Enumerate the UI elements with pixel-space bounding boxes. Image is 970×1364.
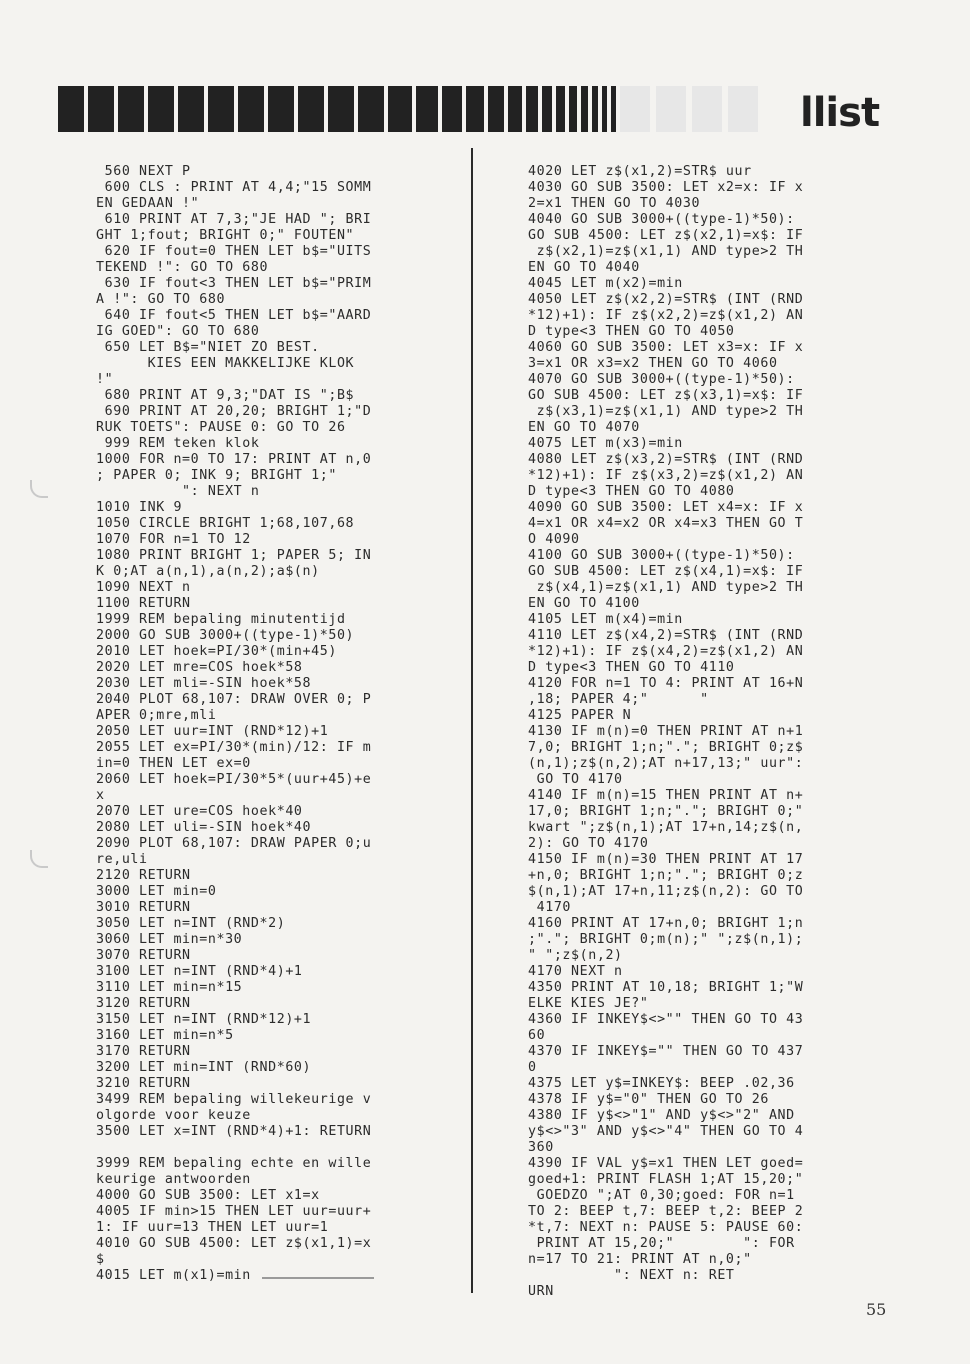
- code-line: GHT 1;fout; BRIGHT 0;" FOUTEN": [96, 228, 355, 243]
- code-line: " ";z$(n,2): [528, 948, 623, 963]
- code-line: olgorde voor keuze: [96, 1108, 251, 1123]
- code-line: 1080 PRINT BRIGHT 1; PAPER 5; IN: [96, 548, 372, 563]
- code-line: 650 LET B$="NIET ZO BEST.: [96, 340, 320, 355]
- code-line: 2020 LET mre=COS hoek*58: [96, 660, 303, 675]
- header-stripe-block: [488, 86, 504, 132]
- code-line: ": NEXT n: RET: [528, 1268, 735, 1283]
- code-line: EN GO TO 4070: [528, 420, 640, 435]
- code-line: 690 PRINT AT 20,20; BRIGHT 1;"D: [96, 404, 372, 419]
- code-line: 4040 GO SUB 3000+((type-1)*50):: [528, 212, 795, 227]
- code-line: EN GEDAAN !": [96, 196, 200, 211]
- code-line: 4070 GO SUB 3000+((type-1)*50):: [528, 372, 795, 387]
- header-stripe-ghost: [728, 86, 758, 132]
- code-line: 4150 IF m(n)=30 THEN PRINT AT 17: [528, 852, 804, 867]
- code-line: 1090 NEXT n: [96, 580, 191, 595]
- code-line: K 0;AT a(n,1),a(n,2);a$(n): [96, 564, 320, 579]
- code-line: EN GO TO 4100: [528, 596, 640, 611]
- header-stripe-block: [268, 86, 294, 132]
- code-line: 4375 LET y$=INKEY$: BEEP .02,36: [528, 1076, 795, 1091]
- code-line: 3010 RETURN: [96, 900, 191, 915]
- code-line: 3110 LET min=n*15: [96, 980, 243, 995]
- code-line: 4015 LET m(x1)=min: [96, 1268, 251, 1283]
- code-line: 4140 IF m(n)=15 THEN PRINT AT n+: [528, 788, 804, 803]
- header-stripe-block: [611, 86, 616, 132]
- code-line: 4100 GO SUB 3000+((type-1)*50):: [528, 548, 795, 563]
- code-line: in=0 THEN LET ex=0: [96, 756, 251, 771]
- code-line: 4360 IF INKEY$<>"" THEN GO TO 43: [528, 1012, 804, 1027]
- code-line: 4378 IF y$="0" THEN GO TO 26: [528, 1092, 769, 1107]
- code-line: *t,7: NEXT n: PAUSE 5: PAUSE 60:: [528, 1220, 804, 1235]
- code-line: 0: [528, 1060, 537, 1075]
- code-line: 680 PRINT AT 9,3;"DAT IS ";B$: [96, 388, 355, 403]
- code-line: 4005 IF min>15 THEN LET uur=uur+: [96, 1204, 372, 1219]
- code-line: 620 IF fout=0 THEN LET b$="UITS: [96, 244, 372, 259]
- code-line: 3999 REM bepaling echte en wille: [96, 1156, 372, 1171]
- code-line: ": NEXT n: [96, 484, 260, 499]
- code-line: 3070 RETURN: [96, 948, 191, 963]
- code-line: 4020 LET z$(x1,2)=STR$ uur: [528, 164, 752, 179]
- header-stripe-ghost: [692, 86, 722, 132]
- code-line: goed+1: PRINT FLASH 1;AT 15,20;": [528, 1172, 804, 1187]
- code-line: 4010 GO SUB 4500: LET z$(x1,1)=x: [96, 1236, 372, 1251]
- code-line: D type<3 THEN GO TO 4110: [528, 660, 735, 675]
- pencil-underline: [262, 1277, 374, 1279]
- code-line: 3200 LET min=INT (RND*60): [96, 1060, 312, 1075]
- code-line: 4030 GO SUB 3500: LET x2=x: IF x: [528, 180, 804, 195]
- header-stripe-block: [118, 86, 144, 132]
- code-line: 3050 LET n=INT (RND*2): [96, 916, 286, 931]
- code-line: 640 IF fout<5 THEN LET b$="AARD: [96, 308, 372, 323]
- code-line: 3500 LET x=INT (RND*4)+1: RETURN: [96, 1124, 372, 1139]
- binder-hole-mark: [30, 850, 48, 868]
- header-stripe-block: [58, 86, 84, 132]
- code-line: 4075 LET m(x3)=min: [528, 436, 683, 451]
- code-line: 3120 RETURN: [96, 996, 191, 1011]
- header-stripe-block: [238, 86, 264, 132]
- code-line: 2060 LET hoek=PI/30*5*(uur+45)+e: [96, 772, 372, 787]
- header-stripe-ghost: [656, 86, 686, 132]
- code-line: RUK TOETS": PAUSE 0: GO TO 26: [96, 420, 346, 435]
- code-line: 2120 RETURN: [96, 868, 191, 883]
- code-line: 3499 REM bepaling willekeurige v: [96, 1092, 372, 1107]
- code-line: 4045 LET m(x2)=min: [528, 276, 683, 291]
- code-line: ;"."; BRIGHT 0;m(n);" ";z$(n,1);: [528, 932, 804, 947]
- code-line: 600 CLS : PRINT AT 4,4;"15 SOMM: [96, 180, 372, 195]
- code-line: A !": GO TO 680: [96, 292, 226, 307]
- code-line: PRINT AT 15,20;" ": FOR: [528, 1236, 795, 1251]
- code-line: GOEDZO ";AT 0,30;goed: FOR n=1: [528, 1188, 795, 1203]
- column-divider: [471, 148, 473, 1293]
- code-line: 2): GO TO 4170: [528, 836, 649, 851]
- code-line: URN: [528, 1284, 554, 1299]
- code-line: 2070 LET ure=COS hoek*40: [96, 804, 303, 819]
- code-line: 2010 LET hoek=PI/30*(min+45): [96, 644, 337, 659]
- header-title: llist: [800, 90, 880, 136]
- code-line: GO SUB 4500: LET z$(x4,1)=x$: IF: [528, 564, 804, 579]
- binder-hole-mark: [30, 480, 48, 498]
- header-stripe-block: [358, 86, 384, 132]
- code-line: re,uli: [96, 852, 148, 867]
- code-line: ELKE KIES JE?": [528, 996, 649, 1011]
- code-line: 4080 LET z$(x3,2)=STR$ (INT (RND: [528, 452, 804, 467]
- code-line: GO SUB 4500: LET z$(x2,1)=x$: IF: [528, 228, 804, 243]
- header-stripe-block: [542, 86, 552, 132]
- code-line: 2030 LET mli=-SIN hoek*58: [96, 676, 312, 691]
- code-line: 4050 LET z$(x2,2)=STR$ (INT (RND: [528, 292, 804, 307]
- header-stripe-block: [298, 86, 324, 132]
- header-stripe-ghost: [620, 86, 650, 132]
- header-stripe-block: [328, 86, 354, 132]
- code-line: 360: [528, 1140, 554, 1155]
- code-line: 4060 GO SUB 3500: LET x3=x: IF x: [528, 340, 804, 355]
- page-number: 55: [866, 1300, 887, 1319]
- header-stripe-block: [88, 86, 114, 132]
- code-line: *12)+1): IF z$(x3,2)=z$(x1,2) AN: [528, 468, 804, 483]
- code-line: TO 2: BEEP t,7: BEEP t,2: BEEP 2: [528, 1204, 804, 1219]
- code-line: 4090 GO SUB 3500: LET x4=x: IF x: [528, 500, 804, 515]
- code-line: 1000 FOR n=0 TO 17: PRINT AT n,0: [96, 452, 372, 467]
- code-line: 4170 NEXT n: [528, 964, 623, 979]
- code-line: 1050 CIRCLE BRIGHT 1;68,107,68: [96, 516, 355, 531]
- code-line: x: [96, 788, 105, 803]
- code-line: 60: [528, 1028, 546, 1043]
- code-line: 4390 IF VAL y$=x1 THEN LET goed=: [528, 1156, 804, 1171]
- header-stripe-block: [178, 86, 204, 132]
- code-line: GO SUB 4500: LET z$(x3,1)=x$: IF: [528, 388, 804, 403]
- code-line: 2040 PLOT 68,107: DRAW OVER 0; P: [96, 692, 372, 707]
- code-line: APER 0;mre,mli: [96, 708, 217, 723]
- header-stripe-block: [508, 86, 522, 132]
- code-line: 2=x1 THEN GO TO 4030: [528, 196, 701, 211]
- code-line: 4125 PAPER N: [528, 708, 632, 723]
- code-line: 4170: [528, 900, 572, 915]
- code-line: 610 PRINT AT 7,3;"JE HAD "; BRI: [96, 212, 372, 227]
- code-line: D type<3 THEN GO TO 4080: [528, 484, 735, 499]
- code-line: !": [96, 372, 114, 387]
- code-line: *12)+1): IF z$(x4,2)=z$(x1,2) AN: [528, 644, 804, 659]
- code-line: 4130 IF m(n)=0 THEN PRINT AT n+1: [528, 724, 804, 739]
- code-line: 1070 FOR n=1 TO 12: [96, 532, 251, 547]
- code-line: ; PAPER 0; INK 9; BRIGHT 1;": [96, 468, 337, 483]
- header-stripe-block: [466, 86, 484, 132]
- code-line: 4380 IF y$<>"1" AND y$<>"2" AND: [528, 1108, 795, 1123]
- code-line: 2090 PLOT 68,107: DRAW PAPER 0;u: [96, 836, 372, 851]
- code-line: 2000 GO SUB 3000+((type-1)*50): [96, 628, 355, 643]
- code-line: 1010 INK 9: [96, 500, 183, 515]
- code-line: n=17 TO 21: PRINT AT n,0;": [528, 1252, 752, 1267]
- header-stripe-block: [592, 86, 598, 132]
- code-line: 3=x1 OR x3=x2 THEN GO TO 4060: [528, 356, 778, 371]
- code-line: TEKEND !": GO TO 680: [96, 260, 269, 275]
- header-stripe-block: [388, 86, 412, 132]
- code-line: 4160 PRINT AT 17+n,0; BRIGHT 1;n: [528, 916, 804, 931]
- code-line: 7,0; BRIGHT 1;n;"."; BRIGHT 0;z$: [528, 740, 804, 755]
- code-line: GO TO 4170: [528, 772, 623, 787]
- code-line: 1: IF uur=13 THEN LET uur=1: [96, 1220, 329, 1235]
- header-stripe-block: [442, 86, 462, 132]
- code-line: *12)+1): IF z$(x2,2)=z$(x1,2) AN: [528, 308, 804, 323]
- code-line: 4105 LET m(x4)=min: [528, 612, 683, 627]
- code-line: 2050 LET uur=INT (RND*12)+1: [96, 724, 329, 739]
- code-line: (n,1);z$(n,2);AT n+17,13;" uur":: [528, 756, 804, 771]
- code-line: 17,0; BRIGHT 1;n;"."; BRIGHT 0;": [528, 804, 804, 819]
- header-stripe-block: [148, 86, 174, 132]
- code-line: z$(x4,1)=z$(x1,1) AND type>2 TH: [528, 580, 804, 595]
- code-line: 2080 LET uli=-SIN hoek*40: [96, 820, 312, 835]
- header-stripe-bar: [58, 86, 818, 132]
- code-line: 3000 LET min=0: [96, 884, 217, 899]
- code-line: 3160 LET min=n*5: [96, 1028, 234, 1043]
- code-line: ,18; PAPER 4;" ": [528, 692, 709, 707]
- code-line: $: [96, 1252, 105, 1267]
- code-line: 630 IF fout<3 THEN LET b$="PRIM: [96, 276, 372, 291]
- code-line: 4370 IF INKEY$="" THEN GO TO 437: [528, 1044, 804, 1059]
- code-line: [96, 1140, 468, 1156]
- header-stripe-block: [208, 86, 234, 132]
- listing-right-column: [528, 164, 948, 1300]
- code-line: 2055 LET ex=PI/30*(min)/12: IF m: [96, 740, 372, 755]
- header-stripe-block: [581, 86, 588, 132]
- code-line: 1999 REM bepaling minutentijd: [96, 612, 346, 627]
- code-line: 3170 RETURN: [96, 1044, 191, 1059]
- code-line: kwart ";z$(n,1);AT 17+n,14;z$(n,: [528, 820, 804, 835]
- code-line: keurige antwoorden: [96, 1172, 251, 1187]
- listing-left-column: [96, 164, 468, 1284]
- code-line: z$(x2,1)=z$(x1,1) AND type>2 TH: [528, 244, 804, 259]
- code-line: $(n,1);AT 17+n,11;z$(n,2): GO TO: [528, 884, 804, 899]
- code-line: 4=x1 OR x4=x2 OR x4=x3 THEN GO T: [528, 516, 804, 531]
- code-line: 1100 RETURN: [96, 596, 191, 611]
- header-stripe-block: [556, 86, 565, 132]
- code-line: D type<3 THEN GO TO 4050: [528, 324, 735, 339]
- code-line: +n,0; BRIGHT 1;n;"."; BRIGHT 0;z: [528, 868, 804, 883]
- code-line: 3060 LET min=n*30: [96, 932, 243, 947]
- header-stripe-block: [602, 86, 607, 132]
- code-line: z$(x3,1)=z$(x1,1) AND type>2 TH: [528, 404, 804, 419]
- code-line: 4350 PRINT AT 10,18; BRIGHT 1;"W: [528, 980, 804, 995]
- code-line: 3150 LET n=INT (RND*12)+1: [96, 1012, 312, 1027]
- code-line: EN GO TO 4040: [528, 260, 640, 275]
- header-stripe-block: [569, 86, 577, 132]
- code-line: 3210 RETURN: [96, 1076, 191, 1091]
- code-line: 4000 GO SUB 3500: LET x1=x: [96, 1188, 320, 1203]
- header-stripe-block: [526, 86, 538, 132]
- code-line: y$<>"3" AND y$<>"4" THEN GO TO 4: [528, 1124, 804, 1139]
- code-line: O 4090: [528, 532, 580, 547]
- code-line: 999 REM teken klok: [96, 436, 260, 451]
- code-line: IG GOED": GO TO 680: [96, 324, 260, 339]
- code-line: 4120 FOR n=1 TO 4: PRINT AT 16+N: [528, 676, 804, 691]
- code-line: 3100 LET n=INT (RND*4)+1: [96, 964, 303, 979]
- code-line: KIES EEN MAKKELIJKE KLOK: [96, 356, 355, 371]
- code-line: 560 NEXT P: [96, 164, 191, 179]
- header-stripe-block: [416, 86, 438, 132]
- code-line: 4110 LET z$(x4,2)=STR$ (INT (RND: [528, 628, 804, 643]
